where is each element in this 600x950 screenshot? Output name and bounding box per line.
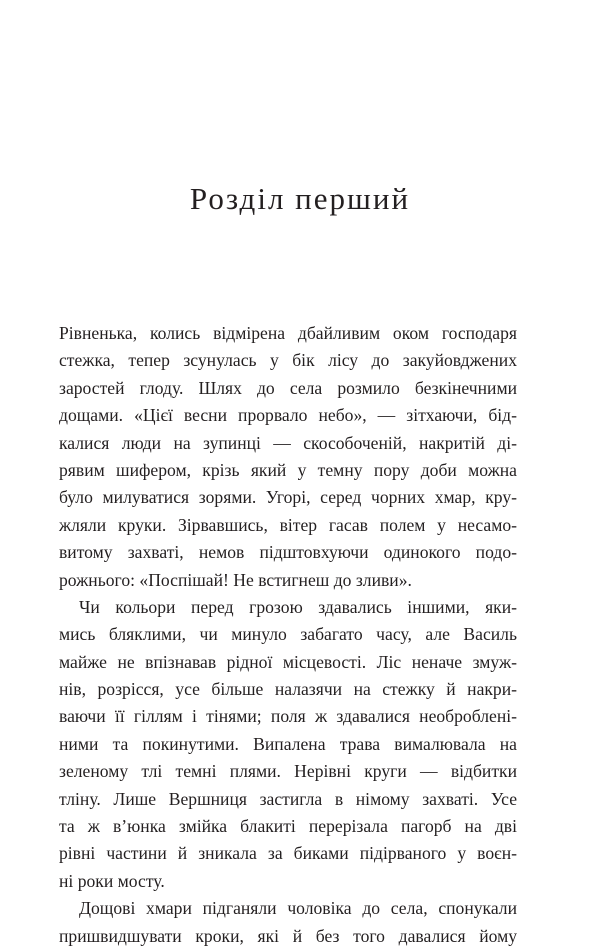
text-line: ваючи її гіллям і тінями; поля ж здавалися необроблені-: [59, 706, 517, 727]
paragraph-1: [59, 320, 517, 594]
text-line: майже не впізнавав рідної місцевості. Ліс неначе змуж-: [59, 651, 517, 672]
text-line: дощами. «Цієї весни прорвало небо», — зітхаючи, бід-: [59, 405, 517, 426]
chapter-body: [59, 320, 517, 950]
text-line: Рівненька, колись відмірена дбайливим оком господаря: [59, 323, 517, 343]
text-line: ними та покинутими. Випалена трава вималювала на: [59, 733, 517, 754]
text-line: було милуватися зорями. Угорі, серед чорних хмар, кру-: [59, 487, 517, 508]
text-line: витому захваті, немов підштовхуючи одинокого подо-: [59, 542, 517, 563]
text-line: рівні частини й зникала за биками підірваного у воєн-: [59, 843, 517, 864]
paragraph-3: [59, 895, 517, 950]
text-line: нів, розрісся, усе більше налазячи на стежку й накри-: [59, 679, 517, 700]
text-line: рожнього: «Поспішай! Не встигнеш до зливи».: [59, 569, 412, 590]
text-line: Дощові хмари підганяли чоловіка до села, спонукали: [79, 898, 517, 919]
text-line: та ж в’юнка змійка блакиті перерізала пагорб на дві: [59, 816, 517, 837]
text-line: тліну. Лише Вершниця застигла в німому захваті. Усе: [59, 788, 517, 809]
text-line: зеленому тлі темні плями. Нерівні круги — відбитки: [59, 761, 517, 782]
chapter-title: Розділ перший: [189, 181, 411, 216]
text-line: мись бляклими, чи минуло забагато часу, але Василь: [59, 624, 517, 645]
text-line: калися люди на зупинці — скособоченій, накритій ді-: [59, 432, 517, 453]
text-line: жляли круки. Зірвавшись, вітер гасав полем у несамо-: [59, 514, 517, 535]
text-line: Чи кольори перед грозою здавались іншими, яки-: [79, 596, 517, 617]
text-line: пришвидшувати кроки, які й без того давалися йому: [59, 925, 517, 946]
text-line: ні роки мосту.: [59, 870, 165, 891]
text-line: стежка, тепер зсунулась у бік лісу до закуйовджених: [59, 350, 517, 371]
paragraph-2: [59, 594, 517, 895]
text-line: рявим шифером, крізь який у темну пору доби можна: [59, 459, 517, 480]
text-line: заростей глоду. Шлях до села розмило безкінечними: [59, 377, 517, 398]
